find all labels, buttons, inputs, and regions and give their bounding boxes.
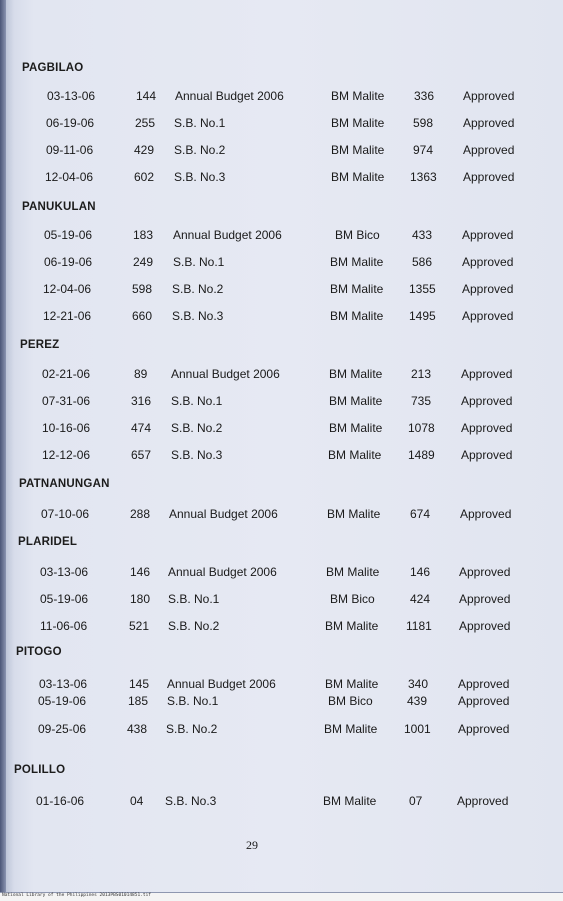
status-cell: Approved [461,394,513,408]
author-cell: BM Malite [324,722,378,736]
resolution-no-cell: 89 [134,367,148,381]
author-cell: BM Malite [326,565,380,579]
table-row [0,565,563,581]
date-cell: 07-31-06 [42,394,91,408]
resolution-no-cell: 316 [131,394,152,408]
resolution-no-cell: 660 [132,309,153,323]
resolution-no-cell: 288 [130,507,151,521]
table-row [0,619,563,635]
date-cell: 06-19-06 [46,116,95,130]
author-cell: BM Malite [331,89,385,103]
page-cell: 586 [412,255,433,269]
status-cell: Approved [458,694,510,708]
date-cell: 07-10-06 [41,507,90,521]
page-cell: 1181 [406,619,432,633]
description-cell: S.B. No.2 [166,722,218,736]
section-heading-plaridel: PLARIDEL [18,536,78,548]
table-row [0,507,563,523]
status-cell: Approved [463,170,515,184]
description-cell: S.B. No.3 [165,794,217,808]
status-cell: Approved [462,282,514,296]
description-cell: Annual Budget 2006 [167,677,276,691]
page-cell: 1355 [409,282,436,296]
date-cell: 12-04-06 [43,282,92,296]
table-row [0,448,563,464]
resolution-no-cell: 474 [131,421,152,435]
author-cell: BM Malite [323,794,377,808]
table-row [0,394,563,410]
page-cell: 146 [410,565,431,579]
date-cell: 10-16-06 [42,421,91,435]
table-row [0,143,563,159]
page-cell: 735 [411,394,432,408]
table-row [0,228,563,244]
status-cell: Approved [463,89,515,103]
resolution-no-cell: 255 [135,116,156,130]
date-cell: 09-11-06 [46,143,94,157]
author-cell: BM Malite [331,143,385,157]
page-cell: 439 [407,694,428,708]
description-cell: Annual Budget 2006 [173,228,282,242]
description-cell: Annual Budget 2006 [175,89,284,103]
description-cell: S.B. No.3 [171,448,223,462]
page-cell: 974 [413,143,434,157]
author-cell: BM Malite [330,309,384,323]
section-heading-perez: PEREZ [20,339,60,351]
status-cell: Approved [461,421,513,435]
resolution-no-cell: 657 [131,448,152,462]
page-number: 29 [246,838,258,852]
page-cell: 424 [410,592,431,606]
page-cell: 598 [413,116,434,130]
resolution-no-cell: 429 [134,143,155,157]
date-cell: 09-25-06 [38,722,87,736]
description-cell: S.B. No.1 [174,116,226,130]
date-cell: 05-19-06 [38,694,87,708]
author-cell: BM Malite [329,394,383,408]
date-cell: 03-13-06 [47,89,96,103]
resolution-no-cell: 602 [134,170,155,184]
resolution-no-cell: 438 [127,722,148,736]
author-cell: BM Malite [327,507,381,521]
table-row [0,367,563,383]
page-cell: 674 [410,507,431,521]
status-cell: Approved [462,228,514,242]
author-cell: BM Malite [328,448,382,462]
section-heading-patnanungan: PATNANUNGAN [19,478,110,490]
resolution-no-cell: 145 [129,677,150,691]
description-cell: S.B. No.1 [168,592,220,606]
date-cell: 02-21-06 [42,367,91,381]
resolution-no-cell: 183 [133,228,154,242]
author-cell: BM Bico [335,228,380,242]
table-row [0,677,563,693]
description-cell: Annual Budget 2006 [171,367,280,381]
description-cell: S.B. No.3 [174,170,226,184]
section-heading-pagbilao: PAGBILAO [22,62,84,74]
section-heading-polillo: POLILLO [14,764,66,776]
resolution-no-cell: 180 [130,592,151,606]
page-cell: 1001 [404,722,431,736]
section-heading-panukulan: PANUKULAN [22,201,96,213]
page-cell: 07 [409,794,423,808]
description-cell: Annual Budget 2006 [169,507,278,521]
page-cell: 1489 [408,448,435,462]
status-cell: Approved [459,619,511,633]
date-cell: 03-13-06 [40,565,89,579]
scan-footer-text: National Library of the Philippines 2013PBS01014851.tif [2,893,152,898]
page-cell: 336 [414,89,435,103]
resolution-no-cell: 04 [130,794,144,808]
author-cell: BM Malite [331,170,385,184]
page-cell: 1078 [408,421,435,435]
page-cell: 1495 [409,309,436,323]
description-cell: S.B. No.2 [172,282,224,296]
page-cell: 433 [412,228,433,242]
author-cell: BM Bico [328,694,373,708]
description-cell: S.B. No.2 [174,143,226,157]
date-cell: 05-19-06 [44,228,93,242]
table-row [0,89,563,105]
date-cell: 06-19-06 [44,255,93,269]
description-cell: S.B. No.1 [167,694,219,708]
status-cell: Approved [459,592,511,606]
status-cell: Approved [458,722,510,736]
author-cell: BM Malite [325,677,379,691]
date-cell: 03-13-06 [39,677,88,691]
status-cell: Approved [462,309,514,323]
table-row [0,421,563,437]
status-cell: Approved [457,794,509,808]
date-cell: 05-19-06 [40,592,89,606]
resolution-no-cell: 185 [128,694,149,708]
page-cell: 340 [408,677,429,691]
date-cell: 12-21-06 [43,309,92,323]
page-cell: 213 [411,367,432,381]
resolution-no-cell: 249 [133,255,154,269]
section-heading-pitogo: PITOGO [16,646,62,658]
author-cell: BM Malite [331,116,385,130]
author-cell: BM Malite [330,282,384,296]
resolution-no-cell: 144 [136,89,157,103]
table-row [0,170,563,186]
status-cell: Approved [462,255,514,269]
table-row [0,694,563,710]
author-cell: BM Malite [325,619,379,633]
resolution-no-cell: 598 [132,282,153,296]
resolution-no-cell: 521 [129,619,150,633]
date-cell: 12-12-06 [42,448,91,462]
description-cell: Annual Budget 2006 [168,565,277,579]
table-row [0,592,563,608]
status-cell: Approved [463,143,515,157]
resolution-no-cell: 146 [130,565,151,579]
table-row [0,794,563,810]
description-cell: S.B. No.3 [172,309,224,323]
author-cell: BM Malite [330,255,384,269]
table-row [0,255,563,271]
table-row [0,116,563,132]
date-cell: 01-16-06 [36,794,85,808]
table-row [0,722,563,738]
status-cell: Approved [463,116,515,130]
status-cell: Approved [461,448,513,462]
description-cell: S.B. No.2 [168,619,220,633]
description-cell: S.B. No.2 [171,421,223,435]
date-cell: 11-06-06 [40,619,88,633]
table-row [0,309,563,325]
author-cell: BM Malite [329,367,383,381]
description-cell: S.B. No.1 [171,394,223,408]
status-cell: Approved [461,367,513,381]
status-cell: Approved [460,507,512,521]
description-cell: S.B. No.1 [173,255,225,269]
page-cell: 1363 [410,170,437,184]
status-cell: Approved [459,565,511,579]
status-cell: Approved [458,677,510,691]
author-cell: BM Malite [329,421,383,435]
author-cell: BM Bico [330,592,375,606]
table-row [0,282,563,298]
date-cell: 12-04-06 [45,170,94,184]
